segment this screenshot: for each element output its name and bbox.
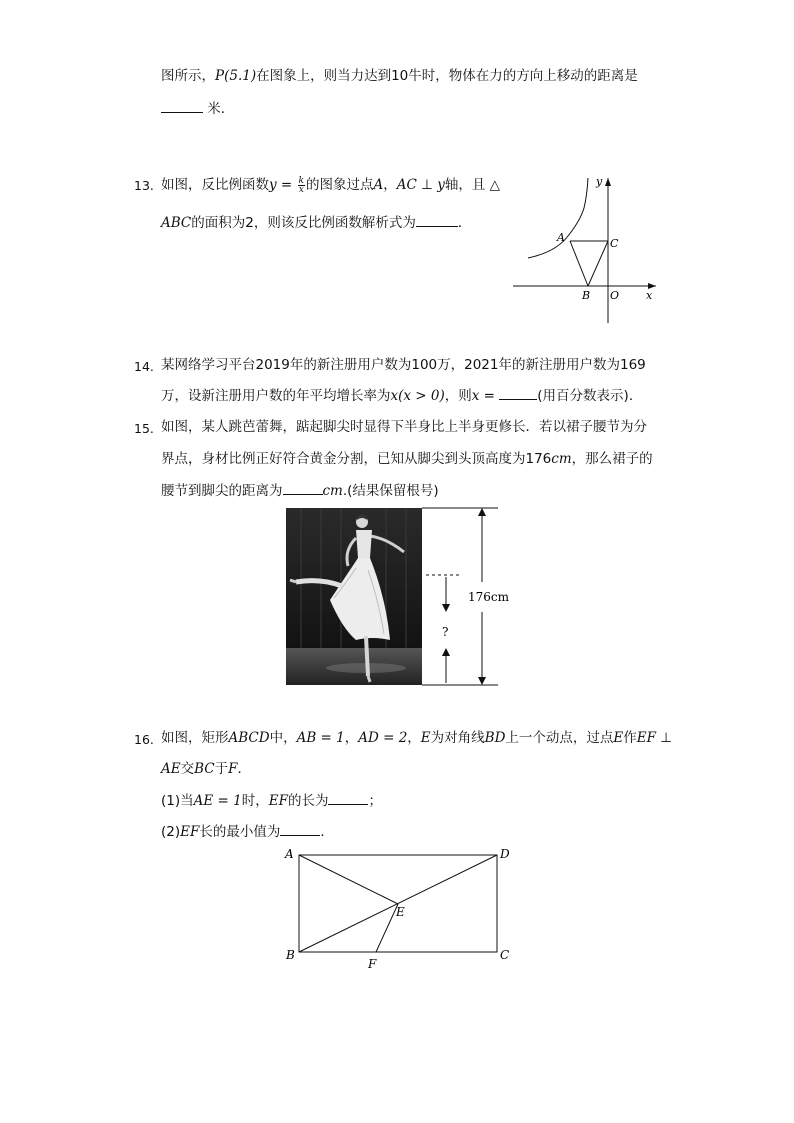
q16-AE: AE xyxy=(161,761,181,777)
q15-number: 15. xyxy=(134,421,154,436)
q16-line-1 xyxy=(161,729,672,747)
q16-text-a: 如图，矩形 xyxy=(161,730,229,746)
q16-text-e: 为对角线 xyxy=(430,730,485,746)
dim-arrow-down-icon xyxy=(478,677,486,685)
q13-y: y xyxy=(269,177,277,193)
q13-number: 13. xyxy=(134,178,154,193)
q13-figure xyxy=(508,168,668,328)
q13-label-C: C xyxy=(610,237,619,250)
q13-y-arrow-icon xyxy=(605,178,611,186)
q16-p2-period: ． xyxy=(320,824,334,840)
q16-p1-AE: AE xyxy=(193,793,214,809)
q16-p1-EF: EF xyxy=(268,793,288,809)
q13-segment-BC xyxy=(588,241,608,286)
q15-dimension-figure xyxy=(422,500,510,695)
q15-text-b: ，那么裙子的 xyxy=(571,451,653,467)
q14-x: x xyxy=(471,388,480,404)
q13-segment-AB xyxy=(570,241,588,286)
q12-answer-blank[interactable] xyxy=(161,99,203,113)
q16-p1-eq: = 1 xyxy=(213,793,242,809)
q13-label-x: x xyxy=(646,289,653,302)
label-C: C xyxy=(500,948,510,962)
q15-answer-blank[interactable] xyxy=(283,481,323,495)
q16-text-i: 于 xyxy=(214,761,229,777)
label-E: E xyxy=(396,905,405,919)
q14-x-cond: x(x > 0) xyxy=(390,388,445,404)
q16-p1-text-a: (1)当 xyxy=(161,793,194,809)
foot-arrow-up-icon xyxy=(442,648,450,656)
q12-unit: 米． xyxy=(203,101,235,117)
q16-AD: AD = 2 xyxy=(358,730,408,746)
q16-BC: BC xyxy=(194,761,215,777)
q16-period: ． xyxy=(237,761,251,777)
q16-EF: EF xyxy=(636,730,656,746)
q16-text-f: 上一个动点，过点 xyxy=(505,730,614,746)
q16-F: F xyxy=(228,761,238,777)
q15-unit-2: cm xyxy=(322,483,343,499)
q12-line-2 xyxy=(161,99,234,118)
label-D: D xyxy=(500,847,510,861)
q13-text-e: 的面积为2，则该反比例函数解析式为 xyxy=(191,215,416,231)
q13-line-2 xyxy=(161,213,471,232)
q16-p2-text-b: 长的最小值为 xyxy=(199,824,281,840)
q16-E-2: E xyxy=(613,730,624,746)
q13-ABC: ABC xyxy=(161,215,192,231)
q16-part-2 xyxy=(161,822,334,841)
q16-p2-text-a: (2) xyxy=(161,824,181,840)
q16-ABCD: ABCD xyxy=(228,730,270,746)
q16-E: E xyxy=(420,730,431,746)
q15-text-c: 腰节到脚尖的距离为 xyxy=(161,483,283,499)
q16-p1-answer-blank[interactable] xyxy=(328,791,368,805)
q15-unit: cm xyxy=(551,451,572,467)
q14-answer-blank[interactable] xyxy=(499,386,537,400)
q16-p1-text-c: 的长为 xyxy=(287,793,329,809)
q13-fraction xyxy=(298,177,305,194)
q12-text: 图所示， xyxy=(161,68,215,84)
q16-text-h: 交 xyxy=(180,761,195,777)
q13-label-A: A xyxy=(557,231,565,244)
q12-line-1 xyxy=(161,67,638,85)
q16-text-b: 中， xyxy=(269,730,297,746)
unknown-label: ? xyxy=(442,625,449,639)
q15-line-3 xyxy=(161,481,439,500)
q13-text-b: 的图象过点 xyxy=(306,177,374,193)
q14-text-a: 万，设新注册用户数的年平均增长率为 xyxy=(161,388,391,404)
q16-line-2 xyxy=(161,760,251,778)
q13-hyperbola xyxy=(528,178,588,258)
q15-text-a: 界点，身材比例正好符合黄金分割，已知从脚尖到头顶高度为176 xyxy=(161,451,552,467)
q16-BD: BD xyxy=(484,730,506,746)
q13-y-axis: y xyxy=(437,177,445,193)
q13-text-d: 轴，且 △ xyxy=(444,177,501,193)
q13-frac-den: x xyxy=(298,184,304,195)
q15-line-1: 如图，某人跳芭蕾舞，踮起脚尖时显得下半身比上半身更修长．若以裙子腰节为分 xyxy=(161,419,647,435)
q16-p2-answer-blank[interactable] xyxy=(280,822,320,836)
q13-AC: AC xyxy=(396,177,417,193)
q13-label-B: B xyxy=(582,289,591,302)
q13-perp: ⊥ xyxy=(416,177,438,193)
segment-EF xyxy=(376,904,398,952)
waist-arrow-down-icon xyxy=(442,604,450,612)
q14-text-b: ，则 xyxy=(444,388,472,404)
q16-p1-text-b: 时， xyxy=(241,793,269,809)
q16-p2-EF: EF xyxy=(180,824,200,840)
label-F: F xyxy=(368,957,377,971)
q13-label-O: O xyxy=(610,289,620,302)
q16-AB: AB = 1 xyxy=(296,730,345,746)
q13-comma: ， xyxy=(383,177,397,193)
q16-part-1 xyxy=(161,791,382,810)
q13-A: A xyxy=(373,177,384,193)
q14-text-c: (用百分数表示)． xyxy=(537,388,643,404)
label-A: A xyxy=(285,847,294,861)
q16-comma-2: ， xyxy=(407,730,421,746)
q16-rectangle-figure xyxy=(278,843,518,973)
q16-perp: ⊥ xyxy=(656,730,673,746)
q16-comma-1: ， xyxy=(344,730,359,746)
q16-number: 16. xyxy=(134,732,154,747)
q12-point-p: P(5.1) xyxy=(215,68,257,84)
q13-end: ． xyxy=(457,215,472,231)
q14-number: 14. xyxy=(134,359,154,374)
q14-line-1: 某网络学习平台2019年的新注册用户数为100万，2021年的新注册用户数为169 xyxy=(161,357,646,373)
q13-frac-num: k xyxy=(298,175,305,186)
q16-p1-semicolon: ； xyxy=(368,793,382,809)
q13-eq: = xyxy=(276,177,297,193)
segment-AE xyxy=(299,855,398,904)
q13-label-y: y xyxy=(596,175,603,188)
dim-arrow-up-icon xyxy=(478,508,486,516)
q13-line-1 xyxy=(161,176,500,194)
q14-eq: = xyxy=(479,388,500,404)
q14-line-2 xyxy=(161,386,642,405)
q12-text-2: 在图象上，则当力达到10牛时，物体在力的方向上移动的距离是 xyxy=(256,68,638,84)
q13-answer-blank[interactable] xyxy=(416,213,458,227)
label-B: B xyxy=(286,948,295,962)
dim-height-label: 176cm xyxy=(468,590,510,604)
q15-text-d: .(结果保留根号) xyxy=(342,483,439,499)
q15-line-2 xyxy=(161,450,653,468)
q13-text-a: 如图，反比例函数 xyxy=(161,177,269,193)
q16-text-g: 作 xyxy=(623,730,637,746)
ballet-dancer-photo xyxy=(286,508,422,685)
